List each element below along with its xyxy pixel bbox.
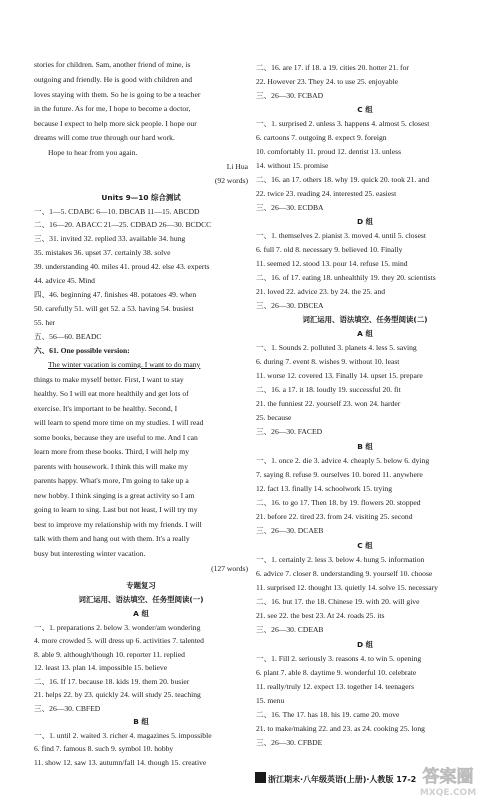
group-heading: D 组 bbox=[356, 217, 374, 226]
answer-line: 55. her bbox=[34, 318, 56, 327]
essay2-line: things to make myself better. First, I want to stay bbox=[34, 375, 184, 384]
essay2-line: going to learn to sing. Last but not least, I will try my bbox=[34, 505, 198, 514]
group-heading: C 组 bbox=[357, 105, 373, 114]
answer-line: 21. helps 22. by 23. quickly 24. will study 25. teaching bbox=[34, 690, 201, 699]
answer-line: 一、1. certainly 2. less 3. below 4. hung 5. information bbox=[256, 555, 425, 564]
answer-line: 12. least 13. plan 14. impossible 15. believe bbox=[34, 663, 168, 672]
sixth-section-label: 六、61. One possible version: bbox=[34, 346, 130, 355]
group-heading: A 组 bbox=[133, 609, 149, 618]
answer-line: 一、1. once 2. die 3. advice 4. cheaply 5. below 6. dying bbox=[256, 456, 430, 465]
answer-line: 11. worse 12. covered 13. Finally 14. upset 15. prepare bbox=[256, 371, 423, 380]
footer-title: 浙江期末·八年级英语(上册)·人教版 bbox=[268, 775, 394, 784]
answer-line: 一、1—5. CDABC 6—10. DBCAB 11—15. ABCDD bbox=[34, 207, 200, 216]
answer-line: 14. without 15. promise bbox=[256, 161, 329, 170]
answer-line: 二、16—20. ABACC 21—25. CDBAD 26—30. BCDCC bbox=[34, 220, 212, 229]
answer-line: 三、26—30. DBCEA bbox=[256, 301, 324, 310]
book-icon bbox=[255, 772, 266, 783]
essay-line: loves staying with them. So he is going to be a teacher bbox=[34, 90, 201, 99]
answer-line: 8. able 9. although/though 10. reporter 11. replied bbox=[34, 650, 185, 659]
special-review-title: 专题复习 bbox=[126, 581, 156, 590]
answer-line: 21. see 22. the best 23. At 24. roads 25. its bbox=[256, 611, 385, 620]
answer-line: 21. to make/making 22. and 23. as 24. cooking 25. long bbox=[256, 724, 425, 733]
answer-line: 6. during 7. event 8. wishes 9. without 10. least bbox=[256, 357, 400, 366]
special-review-subtitle: 词汇运用、语法填空、任务型阅读(一) bbox=[78, 595, 204, 604]
essay-line: in the future. As for me, I hope to become a doctor, bbox=[34, 104, 191, 113]
answer-line: 一、1. preparations 2. below 3. wonder/am wondering bbox=[34, 623, 201, 632]
answer-line: 五、56—60. BEADC bbox=[34, 332, 102, 341]
answer-line: 21. the funniest 22. yourself 23. won 24. harder bbox=[256, 399, 401, 408]
answer-line: 三、26—30. FACED bbox=[256, 427, 323, 436]
essay2-line: learn more from these books. Third, I will help my bbox=[34, 447, 190, 456]
essay-line: outgoing and friendly. He is good with children and bbox=[34, 75, 193, 84]
answer-line: 6. full 7. old 8. necessary 9. believed 10. Finally bbox=[256, 245, 403, 254]
answer-line: 22. However 23. They 24. to use 25. enjoyable bbox=[256, 77, 399, 86]
group-heading: B 组 bbox=[357, 442, 373, 451]
answer-line: 三、26—30. CDEAB bbox=[256, 625, 324, 634]
answer-line: 25. because bbox=[256, 413, 292, 422]
essay2-line: parents with housework. I think this will make my bbox=[34, 462, 188, 471]
essay2-line: talk with them and hang out with them. It's a really bbox=[34, 534, 190, 543]
answer-line: 12. fact 13. finally 14. schoolwork 15. trying bbox=[256, 484, 393, 493]
watermark-bottom: MXQE.COM bbox=[419, 788, 477, 798]
answer-line: 二、16. but 17. the 18. Chinese 19. with 20. will give bbox=[256, 597, 420, 606]
group-heading: B 组 bbox=[133, 717, 149, 726]
word-count: (127 words) bbox=[211, 564, 248, 573]
answer-line: 21. before 22. tired 23. from 24. visiting 25. second bbox=[256, 512, 413, 521]
answer-line: 三、26—30. CBFED bbox=[34, 704, 101, 713]
answer-line: 二、16. a 17. it 18. loudly 19. successful 20. fit bbox=[256, 385, 401, 394]
answer-line: 一、1. until 2. waited 3. richer 4. magazines 5. impossible bbox=[34, 731, 212, 740]
answer-line: 15. menu bbox=[256, 696, 285, 705]
answer-line: 二、16. are 17. if 18. a 19. cities 20. hotter 21. for bbox=[256, 63, 409, 72]
answer-line: 50. carefully 51. will get 52. a 53. having 54. busiest bbox=[34, 304, 194, 313]
answer-line: 22. twice 23. reading 24. interested 25. easiest bbox=[256, 189, 397, 198]
essay2-line: exercise. It's important to be healthy. Second, I bbox=[34, 404, 178, 413]
essay-line: stories for children. Sam, another friend of mine, is bbox=[34, 60, 191, 69]
essay2-line: some books, because they are useful to me. And I can bbox=[34, 433, 198, 442]
answer-line: 三、26—30. CFBDE bbox=[256, 738, 323, 747]
essay2-line: best to improve my relationship with my friends. I will bbox=[34, 520, 202, 529]
essay2-line: healthy. So I will eat more healthily and get lots of bbox=[34, 389, 189, 398]
section-title: 词汇运用、语法填空、任务型阅读(二) bbox=[302, 315, 428, 324]
word-count: (92 words) bbox=[214, 176, 248, 185]
signature: Li Hua bbox=[226, 162, 248, 171]
essay-line: dreams will come true through our hard work. bbox=[34, 133, 175, 142]
answer-line: 44. advice 45. Mind bbox=[34, 276, 95, 285]
watermark-top: 答案圈 bbox=[422, 767, 474, 787]
answer-line: 一、1. surprised 2. unless 3. happens 4. almost 5. closest bbox=[256, 119, 430, 128]
essay2-line: busy but interesting winter vacation. bbox=[34, 549, 146, 558]
page-number: 17-2 bbox=[396, 775, 417, 784]
group-heading: A 组 bbox=[357, 329, 373, 338]
answer-line: 二、16. The 17. has 18. his 19. came 20. move bbox=[256, 710, 400, 719]
unit-test-title: Units 9—10 综合测试 bbox=[101, 193, 181, 202]
answer-line: 6. find 7. famous 8. such 9. symbol 10. hobby bbox=[34, 744, 174, 753]
essay2-line: The winter vacation is coming. I want to do many bbox=[48, 360, 201, 369]
answer-line: 39. understanding 40. miles 41. proud 42. else 43. experts bbox=[34, 262, 210, 271]
watermark-logo bbox=[400, 763, 496, 799]
answer-line: 6. cartoons 7. outgoing 8. expect 9. foreign bbox=[256, 133, 387, 142]
answer-line: 四、46. beginning 47. finishes 48. potatoes 49. when bbox=[34, 290, 197, 299]
answer-line: 一、1. themselves 2. pianist 3. moved 4. until 5. closest bbox=[256, 231, 426, 240]
answer-line: 7. saying 8. refuse 9. ourselves 10. bored 11. anywhere bbox=[256, 470, 423, 479]
answer-line: 二、16. an 17. others 18. why 19. quick 20. took 21. and bbox=[256, 175, 430, 184]
group-heading: C 组 bbox=[357, 541, 373, 550]
essay2-line: new hobby. I think singing is a great activity so I am bbox=[34, 491, 195, 500]
essay-line: because I expect to help more sick people. I hope our bbox=[34, 119, 197, 128]
answer-line: 11. really/truly 12. expect 13. together 14. teenagers bbox=[256, 682, 415, 691]
answer-line: 三、26—30. ECDBA bbox=[256, 203, 324, 212]
essay2-line: parents happy. What's more, I'm going to take up a bbox=[34, 476, 189, 485]
answer-line: 二、16. to go 17. Then 18. by 19. flowers 20. stopped bbox=[256, 498, 421, 507]
answer-line: 11. surprised 12. thought 13. quietly 14. solve 15. necessary bbox=[256, 583, 438, 592]
answer-line: 21. loved 22. advice 23. by 24. the 25. and bbox=[256, 287, 386, 296]
answer-line: 二、16. If 17. because 18. kids 19. them 20. busier bbox=[34, 677, 190, 686]
answer-line: 4. more crowded 5. will dress up 6. activities 7. talented bbox=[34, 636, 204, 645]
answer-line: 11. show 12. saw 13. autumn/fall 14. though 15. creative bbox=[34, 758, 207, 767]
group-heading: D 组 bbox=[356, 640, 374, 649]
answer-line: 二、16. of 17. eating 18. unhealthily 19. they 20. scientists bbox=[256, 273, 436, 282]
answer-line: 35. mistakes 36. upset 37. certainly 38. solve bbox=[34, 248, 171, 257]
closing-line: Hope to hear from you again. bbox=[48, 148, 138, 157]
answer-line: 6. advice 7. closer 8. understanding 9. yourself 10. choose bbox=[256, 569, 433, 578]
answer-line: 10. comfortably 11. proud 12. dentist 13. unless bbox=[256, 147, 402, 156]
answer-line: 三、26—30. FCBAD bbox=[256, 91, 324, 100]
answer-line: 一、1. Fill 2. seriously 3. reasons 4. to win 5. opening bbox=[256, 654, 422, 663]
essay2-line: will learn to spend more time on my studies. I will read bbox=[34, 418, 204, 427]
answer-line: 一、1. Sounds 2. polluted 3. planets 4. less 5. saving bbox=[256, 343, 417, 352]
answer-line: 三、31. invited 32. replied 33. available 34. hung bbox=[34, 234, 186, 243]
answer-line: 6. plant 7. able 8. daytime 9. wonderful 10. celebrate bbox=[256, 668, 417, 677]
answer-line: 三、26—30. DCAEB bbox=[256, 526, 324, 535]
answer-line: 11. seemed 12. stood 13. pour 14. refuse 15. mind bbox=[256, 259, 408, 268]
